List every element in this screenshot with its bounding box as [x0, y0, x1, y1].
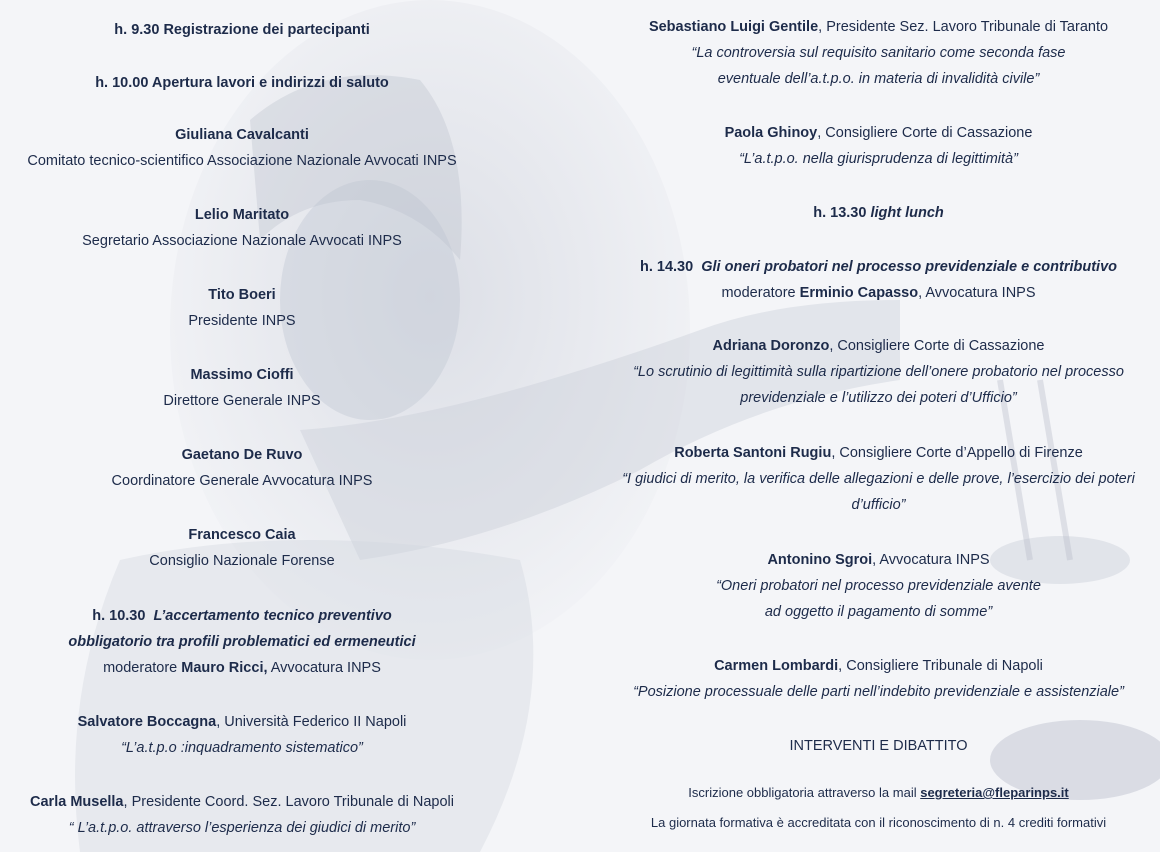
moderator-affil: , Avvocatura INPS	[918, 285, 1036, 301]
registration-line: h. 9.30 Registrazione dei partecipanti	[114, 22, 370, 38]
talk-affil: , Presidente Coord. Sez. Lavoro Tribunale di Napoli	[123, 794, 454, 810]
session-1-block	[0, 603, 484, 681]
speaker-role: Coordinatore Generale Avvocatura INPS	[111, 473, 373, 489]
credits-note: La giornata formativa è accreditata con il riconoscimento di n. 4 crediti formativi	[650, 815, 1107, 830]
speaker-name: Gaetano De Ruvo	[181, 447, 303, 463]
talk-title-cont: previdenziale e l’utilizzo dei poteri d’Ufficio”	[740, 390, 1017, 406]
talk-title: “I giudici di merito, la verifica delle allegazioni e delle prove, l’esercizio dei poteri	[622, 471, 1135, 487]
speaker-block	[0, 362, 484, 414]
moderator-affil: Avvocatura INPS	[270, 660, 381, 676]
lunch-label: light lunch	[870, 205, 944, 221]
session-title: L’accertamento tecnico preventivo	[153, 608, 392, 624]
talk-title-cont: ad oggetto il pagamento di somme”	[764, 604, 993, 620]
talk-affil: , Avvocatura INPS	[872, 552, 990, 568]
talk-speaker: Adriana Doronzo	[712, 338, 830, 354]
talk-title-cont: eventuale dell’a.t.p.o. in materia di invalidità civile”	[717, 71, 1040, 87]
speaker-name: Giuliana Cavalcanti	[175, 127, 309, 143]
talk-speaker: Paola Ghinoy	[724, 125, 818, 141]
talk-block	[597, 333, 1160, 411]
talk-speaker: Roberta Santoni Rugiu	[674, 445, 832, 461]
opening-line: h. 10.00 Apertura lavori e indirizzi di saluto	[95, 75, 389, 91]
talk-speaker: Salvatore Boccagna	[77, 714, 217, 730]
moderator-name: Erminio Capasso	[799, 285, 919, 301]
lunch-time: h. 13.30	[813, 205, 867, 221]
speaker-role: Consiglio Nazionale Forense	[149, 553, 335, 569]
talk-speaker: Antonino Sgroi	[767, 552, 873, 568]
talk-block	[597, 547, 1160, 625]
talk-speaker: Carmen Lombardi	[714, 658, 839, 674]
talk-title: “Posizione processuale delle parti nell’indebito previdenziale e assistenziale”	[633, 684, 1124, 700]
talk-title: “L’a.t.p.o. nella giurisprudenza di legittimità”	[739, 151, 1018, 167]
lunch-line	[597, 200, 1160, 226]
talk-title-cont: d’ufficio”	[851, 497, 906, 513]
talk-block	[0, 709, 484, 761]
moderator-prefix: moderatore	[103, 660, 178, 676]
talk-title: “La controversia sul requisito sanitario come seconda fase	[691, 45, 1066, 61]
talk-block	[597, 120, 1160, 172]
talk-block	[597, 14, 1160, 92]
speaker-role: Direttore Generale INPS	[163, 393, 321, 409]
talk-affil: , Università Federico II Napoli	[216, 714, 407, 730]
session-title-cont: obbligatorio tra profili problematici ed ermeneutici	[68, 634, 416, 650]
talk-title: “Lo scrutinio di legittimità sulla ripartizione dell’onere probatorio nel processo	[633, 364, 1124, 380]
registration-note: Iscrizione obbligatoria attraverso la mail segreteria@fleparinps.it	[688, 785, 1069, 800]
speaker-role: Presidente INPS	[188, 313, 296, 329]
speaker-name: Tito Boeri	[208, 287, 276, 303]
speaker-name: Massimo Cioffi	[190, 367, 294, 383]
moderator-prefix: moderatore	[721, 285, 796, 301]
speaker-name: Francesco Caia	[188, 527, 296, 543]
session-title: Gli oneri probatori nel processo previdenziale e contributivo	[701, 259, 1117, 275]
email-link[interactable]: segreteria@fleparinps.it	[920, 785, 1069, 800]
speaker-block	[0, 282, 484, 334]
talk-affil: , Presidente Sez. Lavoro Tribunale di Taranto	[818, 19, 1109, 35]
talk-block	[597, 440, 1160, 518]
speaker-block	[0, 202, 484, 254]
talk-affil: , Consigliere Corte di Cassazione	[829, 338, 1045, 354]
talk-title: “L’a.t.p.o :inquadramento sistematico”	[121, 740, 363, 756]
talk-speaker: Sebastiano Luigi Gentile	[648, 19, 819, 35]
speaker-role: Segretario Associazione Nazionale Avvocati INPS	[82, 233, 402, 249]
talk-title: “ L’a.t.p.o. attraverso l’esperienza dei giudici di merito”	[68, 820, 416, 836]
session-2-block	[597, 254, 1160, 306]
talk-block	[0, 789, 484, 841]
speaker-name: Lelio Maritato	[194, 207, 290, 223]
debate-line: INTERVENTI E DIBATTITO	[789, 738, 968, 754]
session-time: h. 14.30	[639, 259, 694, 275]
speaker-block	[0, 442, 484, 494]
speaker-block	[0, 122, 484, 174]
speaker-role: Comitato tecnico-scientifico Associazione Nazionale Avvocati INPS	[27, 153, 457, 169]
speaker-block	[0, 522, 484, 574]
session-time: h. 10.30	[92, 608, 146, 624]
talk-affil: , Consigliere Tribunale di Napoli	[838, 658, 1043, 674]
talk-block	[597, 653, 1160, 705]
talk-affil: , Consigliere Corte di Cassazione	[817, 125, 1033, 141]
moderator-name: Mauro Ricci,	[181, 660, 268, 676]
talk-speaker: Carla Musella	[30, 794, 124, 810]
talk-title: “Oneri probatori nel processo previdenziale avente	[716, 578, 1041, 594]
talk-affil: , Consigliere Corte d’Appello di Firenze	[831, 445, 1083, 461]
